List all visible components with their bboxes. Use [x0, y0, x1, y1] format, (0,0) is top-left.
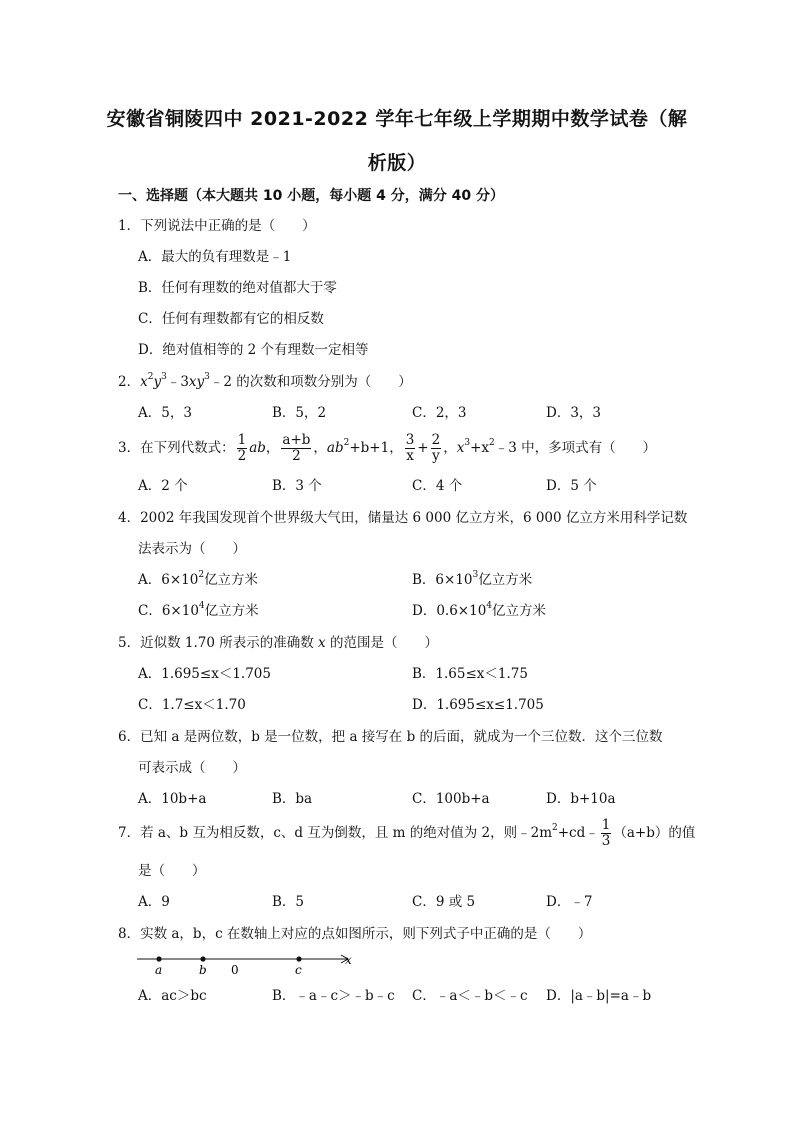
- label-a: a: [155, 963, 163, 977]
- label-c: c: [295, 963, 302, 977]
- q8-option-a: A．ac＞bc: [138, 988, 207, 1004]
- q1-stem: 1．下列说法中正确的是（ ）: [118, 218, 316, 234]
- q1-option-d: D．绝对值相等的 2 个有理数一定相等: [138, 342, 369, 358]
- exam-title-line1: 安徽省铜陵四中 2021-2022 学年七年级上学期期中数学试卷（解: [106, 108, 688, 130]
- q3-stem: 3．在下列代数式： $\frac{1}{2}$ ab， $\frac{a+b}{2}$ ，$ab^2+b+1$， $\frac{3}{x}$ + $\frac{2}{y}$ ，$x^3+x^2﹣3$ 中，多项式有（ ）: [118, 432, 657, 464]
- q5-option-a: A．1.695≤x＜1.705: [138, 666, 271, 682]
- exam-title-line2: 析版）: [367, 152, 427, 174]
- q6-stem-line1: 6．已知 a 是两位数，b 是一位数，把 a 接写在 b 的后面，就成为一个三位数．这个三位数: [118, 729, 663, 745]
- q7-option-b: B．5: [272, 894, 305, 910]
- q4-option-a: A．$6\times 10^2$亿立方米: [138, 570, 259, 588]
- q2-option-b: B．5，2: [272, 405, 327, 421]
- fraction-2-over-y: $\frac{2}{y}$: [431, 432, 441, 464]
- q3-option-c: C．4 个: [412, 478, 463, 494]
- q8-option-b: B．﹣a﹣c＞﹣b﹣c: [272, 988, 395, 1004]
- q3-option-d: D．5 个: [546, 478, 597, 494]
- point-b: [200, 956, 205, 961]
- q5-stem: 5．近似数 1.70 所表示的准确数 x 的范围是（ ）: [118, 635, 438, 651]
- q7-stem-line1: 7．若 a、b 互为相反数，c、d 互为倒数，且 m 的绝对值为 2，则$﹣2m^2+cd﹣$ $\frac{1}{3}$ （a+b）的值: [118, 817, 696, 849]
- label-zero: 0: [231, 963, 239, 977]
- q6-option-b: B．ba: [272, 791, 313, 807]
- q5-option-b: B．1.65≤x＜1.75: [412, 666, 528, 682]
- q8-stem: 8．实数 a，b，c 在数轴上对应的点如图所示，则下列式子中正确的是（ ）: [118, 926, 592, 942]
- label-x: x: [345, 953, 352, 967]
- q2-option-a: A．5，3: [138, 405, 192, 421]
- q3-option-a: A．2 个: [138, 478, 188, 494]
- q6-stem-line2: 可表示成（ ）: [138, 760, 246, 776]
- fraction-3-over-x: $\frac{3}{x}$: [405, 432, 415, 464]
- q4-stem-line1: 4．2002 年我国发现首个世界级大气田，储量达 6 000 亿立方米，6 000 亿立方米用科学记数: [118, 510, 688, 526]
- section-heading: 一、选择题（本大题共 10 小题，每小题 4 分，满分 40 分）: [118, 188, 504, 204]
- q1-option-c: C．任何有理数都有它的相反数: [138, 311, 324, 327]
- q6-option-d: D．b+10a: [546, 791, 616, 807]
- q6-option-a: A．10b+a: [138, 791, 207, 807]
- q8-option-c: C．﹣a＜﹣b＜﹣c: [412, 988, 528, 1004]
- q2-option-c: C．2，3: [412, 405, 467, 421]
- q8-option-d: D．|a﹣b|=a﹣b: [546, 988, 652, 1004]
- fraction-1-3: $\frac{1}{3}$: [601, 817, 611, 849]
- fraction-a-plus-b-over-2: $\frac{a+b}{2}$: [282, 432, 311, 464]
- q4-option-d: D．$0.6\times 10^4$亿立方米: [412, 601, 547, 619]
- q3-option-b: B．3 个: [272, 478, 322, 494]
- point-c: [296, 956, 301, 961]
- q7-option-a: A．9: [138, 894, 170, 910]
- q4-stem-line2: 法表示为（ ）: [138, 541, 246, 557]
- q7-option-c: C．9 或 5: [412, 894, 476, 910]
- q1-option-a: A．最大的负有理数是﹣1: [138, 249, 292, 265]
- q7-option-d: D．﹣7: [546, 894, 593, 910]
- point-a: [156, 956, 161, 961]
- label-b: b: [199, 963, 207, 977]
- q2-option-d: D．3，3: [546, 405, 602, 421]
- q2-stem: 2．$x^2y^3﹣3xy^3﹣2$ 的次数和项数分别为（ ）: [118, 372, 412, 390]
- q5-option-d: D．1.695≤x≤1.705: [412, 697, 544, 713]
- number-line-figure: [135, 950, 365, 978]
- q4-option-c: C．$6\times 10^4$亿立方米: [138, 601, 259, 619]
- q5-option-c: C．1.7≤x＜1.70: [138, 697, 246, 713]
- q1-option-b: B．任何有理数的绝对值都大于零: [138, 280, 337, 296]
- q6-option-c: C．100b+a: [412, 791, 490, 807]
- q4-option-b: B．$6\times 10^3$亿立方米: [412, 570, 533, 588]
- fraction-1-2: $\frac{1}{2}$: [237, 432, 247, 464]
- q7-stem-line2: 是（ ）: [138, 863, 206, 879]
